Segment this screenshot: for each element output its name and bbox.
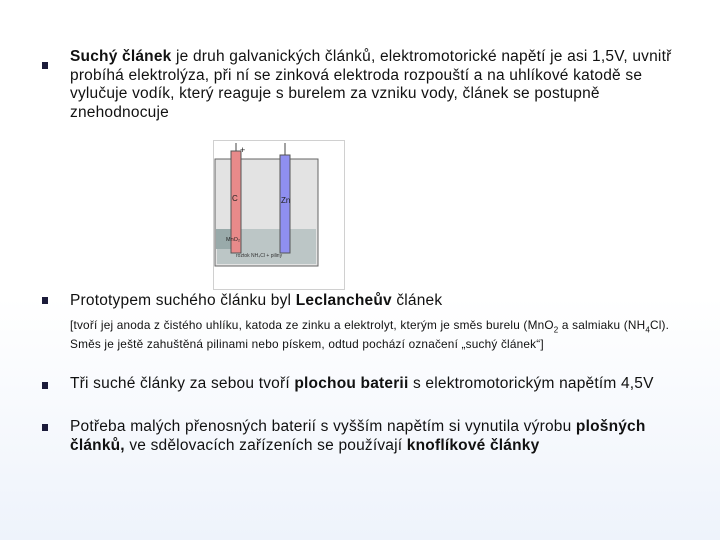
button-cells-intro: Potřeba malých přenosných baterií s vyšším napětím si vynutila výrobu: [70, 418, 576, 435]
zinc-label: Zn: [281, 196, 291, 205]
term-flat-battery: plochou baterii: [294, 375, 409, 392]
bullet-marker: [42, 424, 48, 431]
button-cells-middle: ve sdělovacích zařízeních se používají: [124, 436, 407, 454]
paragraph-leclanche: [70, 292, 670, 311]
dry-cell-drawing: [214, 141, 344, 289]
paragraph-button-cells: [70, 418, 680, 455]
dry-cell-description: je druh galvanických článků, elektromotorické napětí je asi 1,5V, uvnitř probíhá elektrolýza, při ní se zinková elektroda rozpouští a na uhlíkové katodě se vylučuje vodík, který reaguje s burelem za vzniku vody, článek se postupně znehodnocuje: [70, 48, 672, 121]
bullet-marker: [42, 62, 48, 69]
term-dry-cell: Suchý článek: [70, 48, 172, 65]
leclanche-note: [70, 318, 680, 352]
leclanche-intro: Prototypem suchého článku byl: [70, 292, 296, 309]
term-leclanche: Leclancheův: [295, 292, 392, 309]
flat-battery-outro: s elektromotorickým napětím 4,5V: [408, 375, 654, 392]
carbon-label: C: [232, 194, 238, 203]
electrolyte-label: roztok NH₄Cl + piliny: [236, 253, 283, 259]
flat-battery-intro: Tři suché články za sebou tvoří: [70, 375, 295, 392]
note-part1: [tvoří jej anoda z čistého uhlíku, katoda ze zinku a elektrolyt, kterým je směs burelu (MnO: [70, 318, 554, 332]
note-part3: Cl). Směs je ještě zahuštěná pilinami nebo pískem, odtud pochází označení „suchý článek“]: [70, 318, 670, 352]
note-sub1: 2: [553, 325, 559, 335]
paragraph-flat-battery: [70, 375, 670, 394]
bullet-marker: [42, 297, 48, 304]
note-sub2: 4: [645, 325, 650, 335]
plus-label: +: [240, 145, 246, 155]
mno2-label: MnO₂: [226, 237, 241, 243]
note-part2: a salmiaku (NH: [558, 318, 646, 332]
term-button-cells: knoflíkové články: [406, 436, 540, 454]
dry-cell-diagram: [213, 140, 345, 290]
paragraph-dry-cell: [70, 48, 680, 122]
leclanche-outro: článek: [391, 292, 443, 309]
term-flat-cells: plošných článků,: [70, 418, 646, 454]
bullet-marker: [42, 382, 48, 389]
